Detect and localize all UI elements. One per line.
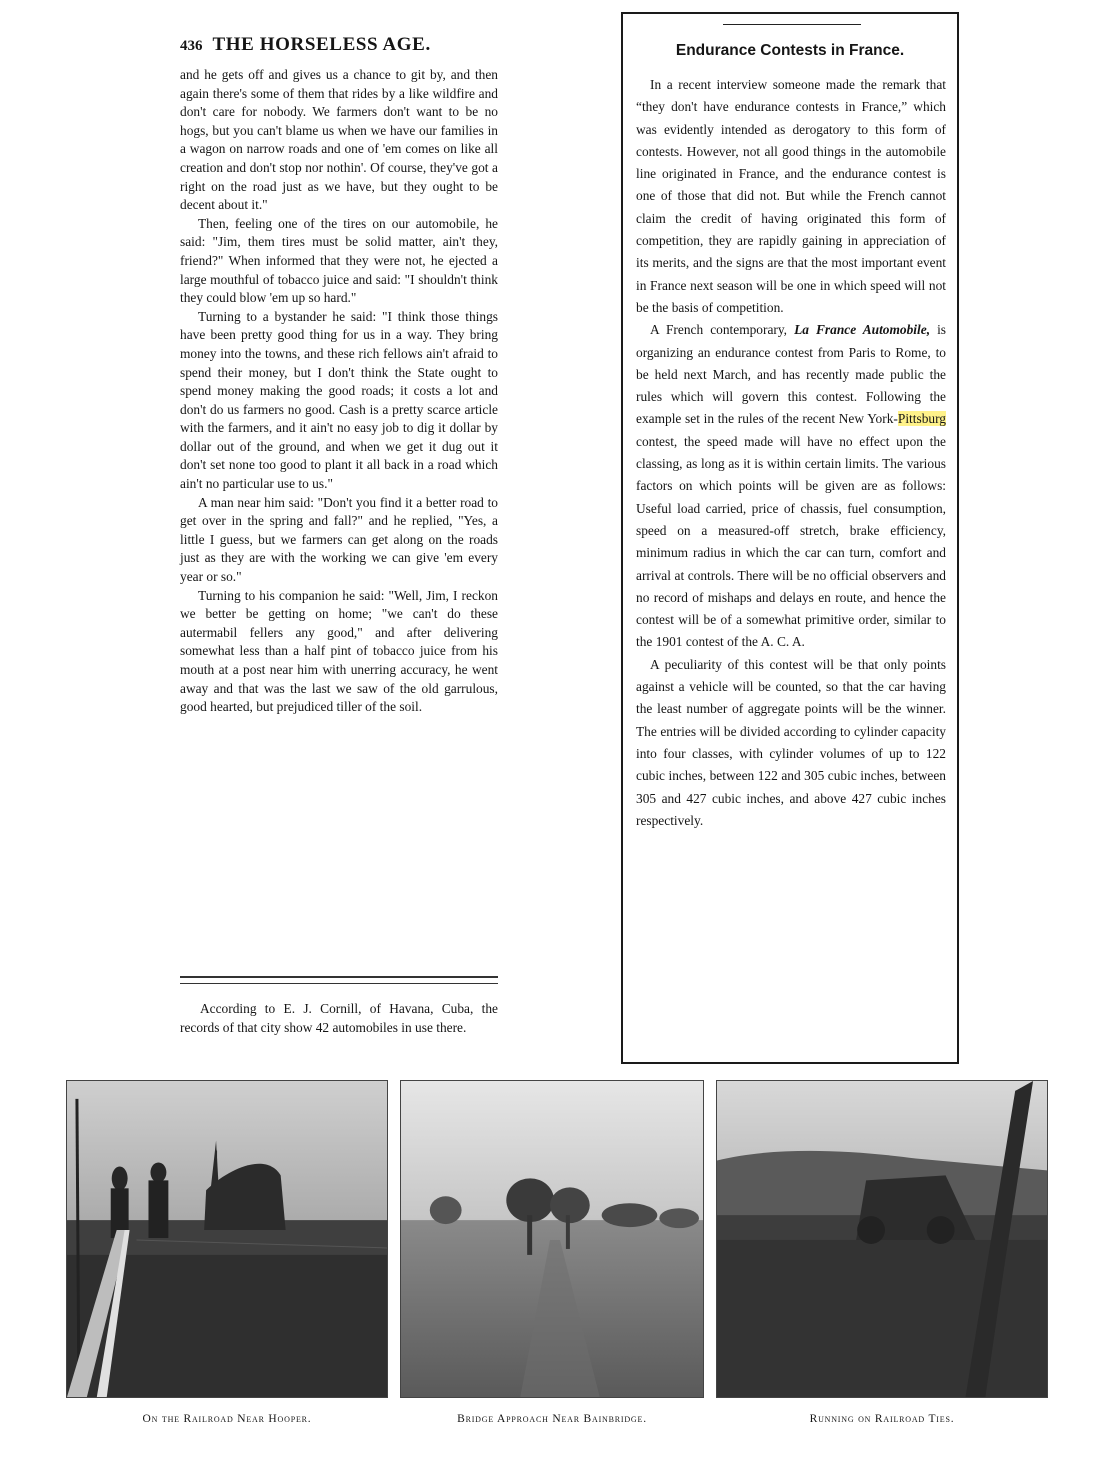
left-column-article (180, 66, 498, 717)
running-title: THE HORSELESS AGE. (212, 34, 431, 55)
caption-photo-2: Bridge Approach Near Bainbridge. (457, 1413, 647, 1425)
left-paragraph-4: A man near him said: "Don't you find it a better road to get over in the spring and fall?" and he replied, "Yes, a little I guess, but we farmers can get along on the roads just as they are with the working we can give 'em every year or so." (180, 494, 498, 585)
boxed-paragraph-1: In a recent interview someone made the remark that “they don't have endurance contests in France,” which was evidently intended as derogatory to this form of contests. However, not all good things in the automobile line originated in France, and the endurance contest is one of those that did not. But while the French cannot claim the credit of having originated this form of competition, they are rapidly gaining in appreciation of its merits, and the signs are that the most important event in France next season will be one in which speed will not be the basis of competition. (636, 77, 946, 315)
caption-photo-1: On the Railroad Near Hooper. (142, 1413, 312, 1425)
section-divider (180, 976, 498, 984)
box-top-rule (723, 24, 861, 25)
highlighted-word: Pittsburg (897, 411, 946, 427)
left-paragraph-5: Turning to his companion he said: "Well, Jim, I reckon we better be getting on home; "we can't do these autermabil fellers any good," and after delivering somewhat less than a half pint of tobacco juice from his mouth at a post near him with unerring accuracy, he went away and that was the last we saw of the old garrulous, good hearted, but prejudiced tiller of the soil. (180, 587, 498, 715)
photo-railroad-ties (716, 1080, 1048, 1398)
boxed-p2-end: contest, the speed made will have no effect upon the classing, as long as it is within certain limits. The various factors on which points will be given are as follows: Useful load carried, price of chassis, fuel consumption, speed on a measured-off stretch, brake efficiency, minimum radius in which the car can turn, comfort and arrival at controls. There will be no official observers and no record of mishaps and delays en route, and hence the contest will be of a somewhat primitive order, similar to the 1901 contest of the A. C. A. (636, 433, 946, 650)
boxed-paragraph-3: A peculiarity of this contest will be that only points against a vehicle will be counted, so that the car having the least number of aggregate points will be the winner. The entries will be divided according to cylinder capacity into four classes, with cylinder volumes of up to 122 cubic inches, between 122 and 305 cubic inches, between 305 and 427 cubic inches, and above 427 cubic inches respectively. (636, 656, 946, 828)
left-paragraph-2: Then, feeling one of the tires on our automobile, he said: "Jim, them tires must be solid matter, ain't they, friend?" When informed that they were not, he ejected a large mouthful of tobacco juice and said: "I shouldn't think they could blow 'em up so hard." (180, 215, 498, 306)
boxed-article (621, 12, 959, 1064)
havana-note-text: According to E. J. Cornill, of Havana, Cuba, the records of that city show 42 automobiles in use there. (180, 1001, 498, 1035)
havana-note (180, 999, 498, 1037)
photo-bridge-bainbridge (400, 1080, 704, 1398)
left-paragraph-1: and he gets off and gives us a chance to git by, and then again there's some of them that rides by a like wildfire and don't care for nobody. We farmers don't want to be no hogs, but you can't blame us when we have our families in a wagon on narrow roads and one of 'em comes on like all creation and don't stop nor nothin'. Of course, they've got a right on the road just as we have, but they ought to be decent about it." (180, 67, 498, 213)
caption-photo-3: Running on Railroad Ties. (809, 1413, 955, 1425)
page-header (180, 34, 498, 58)
boxed-p2-start: A French contemporary, (650, 322, 795, 338)
boxed-article-title: Endurance Contests in France. (675, 42, 905, 59)
boxed-article-body (636, 74, 946, 832)
boxed-p2-middle: is organizing an endurance contest from Paris to Rome, to be held next March, and has recently made public the rules which will govern this contest. Following the example set in the rules of the recent New York- (636, 322, 947, 427)
photo-railroad-hooper (66, 1080, 388, 1398)
left-paragraph-3: Turning to a bystander he said: "I think those things have been pretty good thing for us in a way. They bring money into the towns, and these rich fellows ain't afraid to spend their money, but I don't think the State ought to spend money making the good roads; it costs a lot and don't do us farmers no good. Cash is a pretty scarce article with the farmers, and it ain't no easy job to dig it dollar by dollar out of the ground, and when we get it dug out it don't set none too good to plant it all back in a road which ain't no particular use to us." (180, 308, 498, 492)
boxed-paragraph-2 (636, 319, 946, 653)
page-number: 436 (180, 38, 203, 54)
publication-name: La France Automobile, (794, 322, 931, 338)
